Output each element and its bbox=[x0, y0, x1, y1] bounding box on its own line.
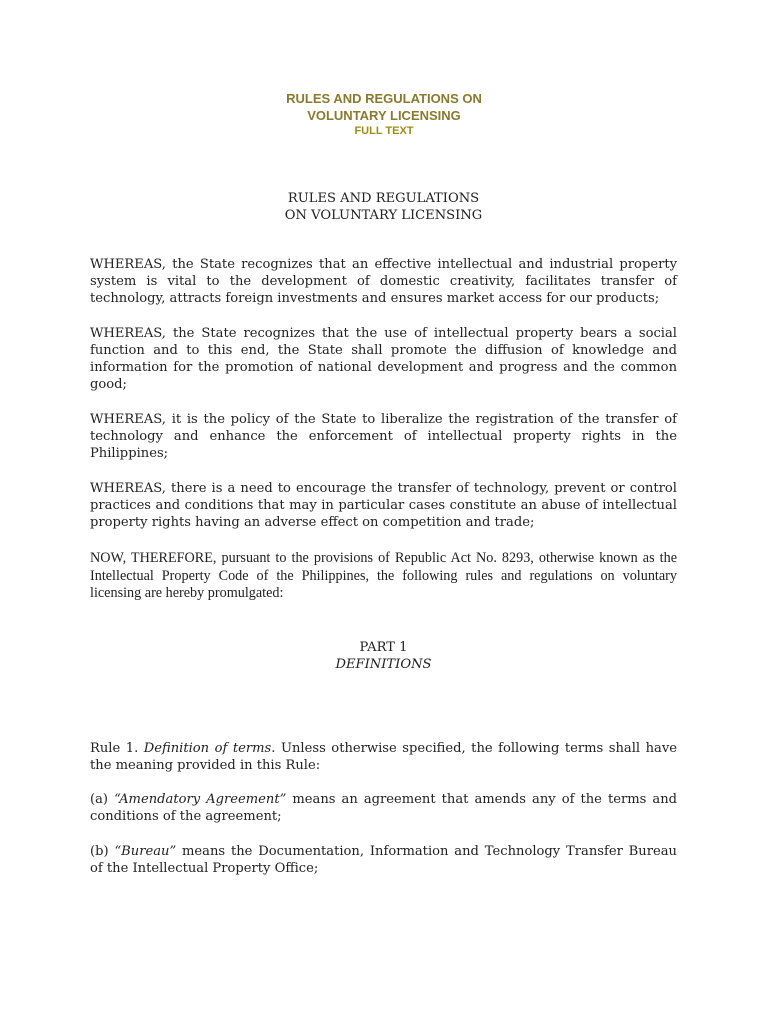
now-therefore-paragraph bbox=[90, 550, 677, 603]
definition-b-text: means the Documentation, Information and Technology Transfer Bureau of the Intellectual Property Office; bbox=[90, 844, 677, 877]
document-header bbox=[0, 90, 768, 138]
header-title-line1: RULES AND REGULATIONS ON bbox=[286, 91, 482, 106]
header-subtitle: FULL TEXT bbox=[354, 125, 414, 137]
now-therefore-lead: NOW, THEREFORE bbox=[90, 550, 213, 567]
whereas-paragraph-1: WHEREAS, the State recognizes that an effective intellectual and industrial property system is vital to the development of domestic creativity, facilitates transfer of technology, attracts foreign investments and ensures market access for our products; bbox=[90, 257, 677, 307]
whereas-paragraph-2: WHEREAS, the State recognizes that the use of intellectual property bears a social function and to this end, the State shall promote the diffusion of knowledge and information for the promotion of national development and progress and the common good; bbox=[90, 326, 677, 393]
rule-1-text: . Unless otherwise specified, the following terms shall have the meaning provided in this Rule: bbox=[90, 741, 677, 774]
part-number: PART 1 bbox=[359, 640, 408, 655]
part-heading bbox=[90, 639, 677, 673]
title-line1: RULES AND REGULATIONS bbox=[287, 191, 480, 206]
definition-b-term: “Bureau” bbox=[114, 844, 177, 860]
definition-b bbox=[90, 843, 677, 877]
now-therefore-text: , pursuant to the provisions of Republic Act No. 8293, otherwise known as the Intellectual Property Code of the Philippines, the following rules and regulations on voluntary licensing are hereby promulgated: bbox=[90, 550, 678, 602]
definition-a bbox=[90, 791, 677, 825]
rule-1-title: Definition of terms bbox=[143, 741, 272, 757]
definition-a-term: “Amendatory Agreement” bbox=[114, 792, 287, 808]
rule-1-paragraph bbox=[90, 740, 677, 774]
part-name: DEFINITIONS bbox=[335, 657, 432, 672]
definition-a-text: means an agreement that amends any of the terms and conditions of the agreement; bbox=[90, 792, 678, 825]
definition-a-prefix: (a) bbox=[90, 792, 115, 808]
document-title bbox=[90, 190, 677, 224]
definition-b-prefix: (b) bbox=[90, 844, 115, 860]
rule-1-prefix: Rule 1. bbox=[90, 741, 144, 757]
title-line2: ON VOLUNTARY LICENSING bbox=[284, 208, 483, 223]
whereas-paragraph-4: WHEREAS, there is a need to encourage the transfer of technology, prevent or control practices and conditions that may in particular cases constitute an abuse of intellectual property rights having an adverse effect on competition and trade; bbox=[90, 481, 677, 531]
header-title-line2: VOLUNTARY LICENSING bbox=[307, 108, 461, 123]
whereas-paragraph-3: WHEREAS, it is the policy of the State to liberalize the registration of the transfer of technology and enhance the enforcement of intellectual property rights in the Philippines; bbox=[90, 412, 677, 462]
